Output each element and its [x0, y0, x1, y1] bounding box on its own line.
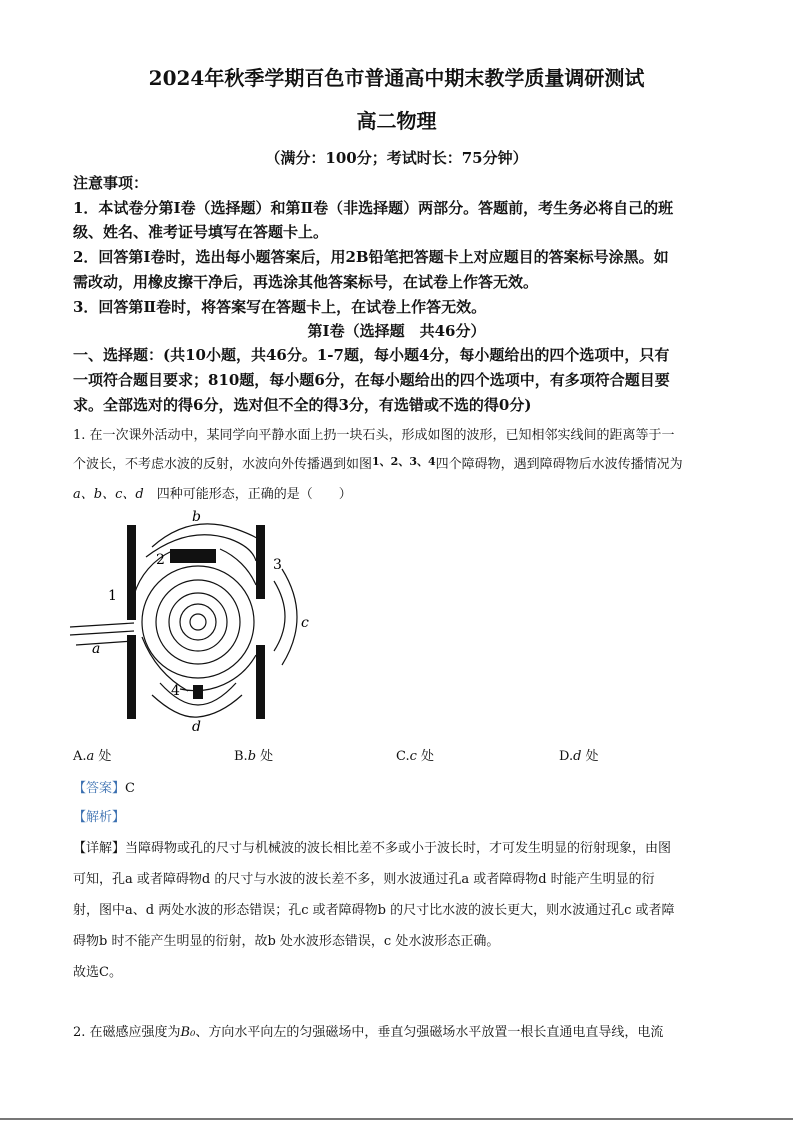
q1-stem-line-2 — [73, 453, 683, 472]
option-c[interactable] — [396, 745, 434, 764]
detail-line-4: 碍物b 时不能产生明显的衍射，故b 处水波形态错误，c 处水波形态正确。 — [73, 934, 500, 949]
q2-stem-line-1 — [73, 1021, 663, 1040]
option-a[interactable] — [73, 745, 111, 764]
q1-form-variables: a、b、c、d — [73, 487, 144, 502]
conclusion: 故选C。 — [73, 965, 122, 980]
c-wave-2 — [282, 569, 297, 665]
wave-ring-1 — [190, 614, 206, 630]
option-a-var: a — [86, 749, 95, 764]
page-bottom-rule — [0, 1118, 793, 1120]
exam-meta: （满分：100分；考试时长：75分钟） — [265, 149, 528, 167]
notice-item-3: 3．回答第Ⅱ卷时，将答案写在答题卡上，在试卷上作答无效。 — [73, 298, 487, 316]
option-a-suffix: 处 — [94, 749, 112, 764]
subject-title: 高二物理 — [356, 109, 437, 133]
detail-line-1 — [73, 837, 671, 856]
option-c-suffix: 处 — [416, 749, 435, 764]
notice-item-1-line-2: 级、姓名、准考证号填写在答题卡上。 — [73, 223, 329, 241]
option-d-letter: D. — [559, 749, 574, 764]
obstacle-4 — [193, 685, 203, 699]
q1-stem-line-3 — [73, 483, 352, 502]
notice-item-2-line-2: 需改动，用橡皮擦干净后，再选涂其他答案标号，在试卷上作答无效。 — [73, 273, 539, 291]
barrier-3-lower — [256, 645, 265, 719]
q2-var-b0: B₀ — [180, 1025, 196, 1040]
notice-item-1-line-1: 1．本试卷分第Ⅰ卷（选择题）和第Ⅱ卷（非选择题）两部分。答题前，考生务必将自己的班 — [73, 199, 674, 217]
a-wave-1 — [70, 623, 134, 627]
detail-tag: 【详解】 — [73, 841, 126, 856]
q2-stem-b: 、方向水平向左的匀强磁场中，垂直匀强磁场水平放置一根长直通电直导线，电流 — [195, 1025, 664, 1040]
q2-stem-a: 2. 在磁感应强度为 — [73, 1025, 181, 1040]
option-b-suffix: 处 — [256, 749, 274, 764]
wave-ring-5 — [142, 566, 254, 678]
label-1: 1 — [108, 588, 117, 604]
page-title: 2024年秋季学期百色市普通高中期末教学质量调研测试 — [148, 66, 645, 90]
obstacle-2 — [170, 549, 216, 563]
q1-stem-line-3-b: 四种可能形态，正确的是（ ） — [156, 487, 352, 502]
section-intro-line-1: 一、选择题：(共10小题，共46分。1-7题，每小题4分，每小题给出的四个选项中，只有 — [73, 346, 670, 364]
label-a: a — [92, 641, 101, 657]
option-d[interactable] — [559, 745, 599, 764]
section-heading: 第Ⅰ卷（选择题 共46分） — [307, 322, 486, 340]
q1-stem-line-2-a: 个波长，不考虑水波的反射，水波向外传播遇到如图 — [73, 457, 373, 472]
option-a-letter: A. — [73, 749, 87, 764]
detail-line-3: 射，图中a、d 两处水波的形态错误；孔c 或者障碍物b 的尺寸比水波的波长更大，则水波通过孔c 或者障 — [73, 903, 675, 918]
option-c-var: c — [409, 749, 417, 764]
label-2: 2 — [156, 552, 165, 568]
option-b-var: b — [247, 749, 257, 764]
notice-heading: 注意事项： — [73, 174, 149, 192]
wave-diffraction-figure — [60, 505, 330, 735]
option-b-letter: B. — [234, 749, 248, 764]
wave-ring-2 — [180, 604, 216, 640]
outer-ring-right-upper — [220, 549, 256, 585]
q1-obstacle-numbers: 1、2、3、4 — [372, 455, 436, 468]
label-c: c — [301, 615, 309, 631]
barrier-1-upper — [127, 525, 136, 620]
section-intro-line-2: 一项符合题目要求；810题，每小题6分，在每小题给出的四个选项中，有多项符合题目要 — [73, 371, 670, 389]
section-intro-line-3: 求。全部选对的得6分，选对但不全的得3分，有选错或不选的得0分) — [73, 396, 532, 414]
label-4: 4 — [171, 683, 180, 699]
detail-line-1-text: 当障碍物或孔的尺寸与机械波的波长相比差不多或小于波长时，才可发生明显的衍射现象，由图 — [125, 841, 672, 856]
detail-line-2: 可知，孔a 或者障碍物d 的尺寸与水波的波长差不多，则水波通过孔a 或者障碍物d 时能产生明显的衍 — [73, 872, 655, 887]
label-3: 3 — [273, 557, 282, 573]
barrier-3-upper — [256, 525, 265, 599]
answer-line — [73, 777, 135, 796]
answer-value: C — [125, 781, 135, 796]
a-wave-2 — [70, 631, 134, 635]
option-d-suffix: 处 — [581, 749, 599, 764]
q1-stem-line-2-b: 四个障碍物，遇到障碍物后水波传播情况为 — [435, 457, 683, 472]
option-b[interactable] — [234, 745, 273, 764]
a-wave-3 — [76, 641, 134, 645]
q1-stem-line-1: 1. 在一次课外活动中，某同学向平静水面上扔一块石头，形成如图的波形，已知相邻实线间的距离等于一 — [73, 428, 675, 443]
c-wave-1 — [274, 581, 285, 651]
label-d: d — [192, 719, 201, 735]
answer-tag: 【答案】 — [73, 781, 126, 796]
analysis-tag: 【解析】 — [73, 810, 126, 825]
option-c-letter: C. — [396, 749, 410, 764]
wave-ring-3 — [169, 593, 227, 651]
outer-ring-bottom — [180, 655, 256, 691]
option-d-var: d — [573, 749, 582, 764]
barrier-1-lower — [127, 635, 136, 719]
label-b: b — [192, 509, 201, 525]
notice-item-2-line-1: 2．回答第Ⅰ卷时，选出每小题答案后，用2B铅笔把答题卡上对应题目的答案标号涂黑。如 — [73, 248, 669, 266]
